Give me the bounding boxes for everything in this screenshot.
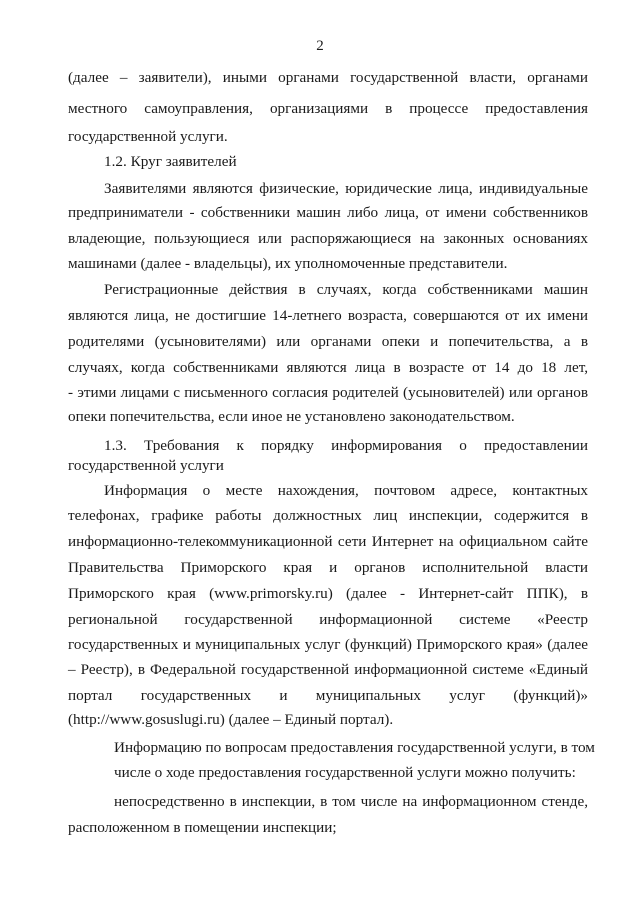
text-line: (далее – заявители), иными органами государственной власти, органами [68,69,588,86]
text-line: предприниматели - собственники машин либо лица, от имени собственников [68,204,588,221]
section-heading: 1.3. Требования к порядку информирования о предоставлении [104,437,588,454]
text-line: Приморского края (www.primorsky.ru) (далее - Интернет-сайт ППК), в [68,585,588,602]
text-line: – Реестр), в Федеральной государственной информационной системе «Единый [68,661,588,678]
text-line: местного самоуправления, организациями в процессе предоставления [68,100,588,117]
text-line: - этими лицами с письменного согласия родителей (усыновителей) или органов [68,384,588,401]
text-line: информационно-телекоммуникационной сети Интернет на официальном сайте [68,533,588,550]
section-heading: государственной услуги [68,457,224,474]
text-line: региональной государственной информационной системе «Реестр [68,611,588,628]
text-line: портал государственных и муниципальных услуг (функций)» [68,687,588,704]
text-line: машинами (далее - владельцы), их уполномоченные представители. [68,255,508,272]
text-line: Регистрационные действия в случаях, когда собственниками машин [104,281,588,298]
text-line: непосредственно в инспекции, в том числе на информационном стенде, [114,793,588,810]
text-line: родителями (усыновителями) или органами опеки и попечительства, а в [68,333,588,350]
text-line: Заявителями являются физические, юридические лица, индивидуальные [104,180,588,197]
text-line: владеющие, пользующиеся или распоряжающиеся на законных основаниях [68,230,588,247]
text-line: Информация о месте нахождения, почтовом адресе, контактных [104,482,588,499]
text-line: числе о ходе предоставления государственной услуги можно получить: [114,764,576,781]
text-line: расположенном в помещении инспекции; [68,819,337,836]
page-number: 2 [316,38,324,54]
text-line: (http://www.gosuslugi.ru) (далее – Единый портал). [68,711,394,728]
text-line: государственной услуги. [68,128,228,145]
text-line: являются лица, не достигшие 14-летнего возраста, совершаются от их имени [68,307,588,324]
text-line: государственных и муниципальных услуг (функций) Приморского края» (далее [68,636,588,653]
text-line: опеки попечительства, если иное не установлено законодательством. [68,408,515,425]
section-heading: 1.2. Круг заявителей [104,153,237,170]
text-line: случаях, когда собственниками являются лица в возрасте от 14 до 18 лет, [68,359,588,376]
text-line: Правительства Приморского края и органов исполнительной власти [68,559,588,576]
text-line: Информацию по вопросам предоставления государственной услуги, в том [114,739,595,756]
text-line: телефонах, графике работы должностных лиц инспекции, содержится в [68,507,588,524]
